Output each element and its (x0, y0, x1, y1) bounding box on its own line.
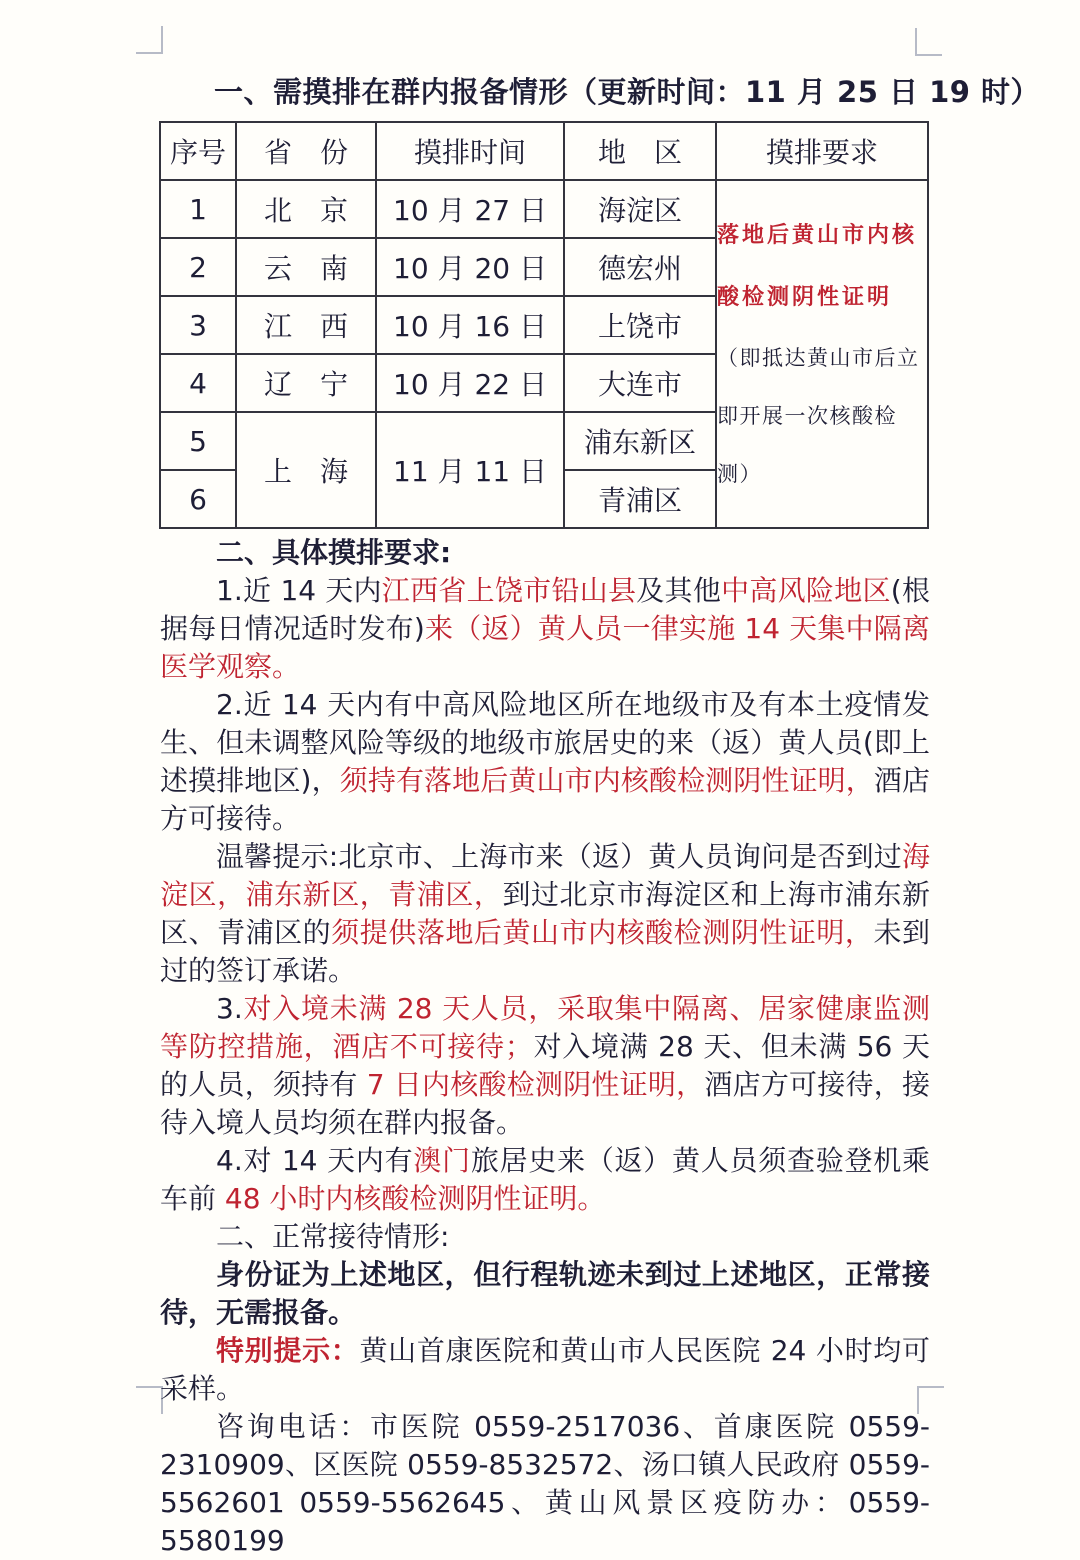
header-district: 地 区 (564, 122, 716, 180)
document-body (160, 534, 930, 1560)
row-province: 江 西 (236, 296, 376, 354)
row-index: 2 (160, 238, 236, 296)
requirement-item-1: 1.近 14 天内江西省上饶市铅山县及其他中高风险地区(根据每日情况适时发布)来（返）黄人员一律实施 14 天集中隔离医学观察。 (160, 574, 930, 683)
requirement-item-2: 2.近 14 天内有中高风险地区所在地级市及有本土疫情发生、但未调整风险等级的地级市旅居史的来（返）黄人员(即上述摸排地区)，须持有落地后黄山市内核酸检测阴性证明，酒店方可接待。 (160, 688, 930, 835)
row-index: 1 (160, 180, 236, 238)
table-header-row (160, 122, 928, 180)
header-date: 摸排时间 (376, 122, 564, 180)
row-province: 辽 宁 (236, 354, 376, 412)
header-province: 省 份 (236, 122, 376, 180)
normal-reception: 身份证为上述地区，但行程轨迹未到过上述地区，正常接待，无需报备。 (160, 1258, 930, 1329)
row-district: 德宏州 (564, 238, 716, 296)
special-tip: 特别提示：黄山首康医院和黄山市人民医院 24 小时均可采样。 (160, 1334, 930, 1405)
screening-table (159, 121, 929, 529)
row-date: 10 月 22 日 (376, 354, 564, 412)
header-index: 序号 (160, 122, 236, 180)
header-requirement: 摸排要求 (716, 122, 928, 180)
row-date: 10 月 27 日 (376, 180, 564, 238)
section-requirements-heading: 二、具体摸排要求: (216, 536, 452, 569)
row-index: 6 (160, 470, 236, 528)
row-district: 青浦区 (564, 470, 716, 528)
section-normal-heading: 二、正常接待情形: (216, 1220, 450, 1253)
row-district: 浦东新区 (564, 412, 716, 470)
row-district: 海淀区 (564, 180, 716, 238)
document-title: 一、需摸排在群内报备情形（更新时间：11 月 25 日 19 时） (214, 75, 1041, 109)
row-date: 11 月 11 日 (376, 412, 564, 528)
requirement-highlight-text: 落地后黄山市内核酸检测阴性证明 (717, 222, 918, 311)
contact-phones: 咨询电话：市医院 0559-2517036、首康医院 0559-2310909、区医院 0559-8532572、汤口镇人民政府 0559-5562601 0559-5562645、黄山风景区疫防办：0559-5580199 (160, 1410, 930, 1557)
warm-tip: 温馨提示:北京市、上海市来（返）黄人员询问是否到过海淀区，浦东新区，青浦区，到过北京市海淀区和上海市浦东新区、青浦区的须提供落地后黄山市内核酸检测阴性证明，未到过的签订承诺。 (160, 840, 930, 987)
row-province: 上 海 (236, 412, 376, 528)
row-date: 10 月 20 日 (376, 238, 564, 296)
row-district: 上饶市 (564, 296, 716, 354)
requirement-cell (716, 180, 928, 528)
row-index: 5 (160, 412, 236, 470)
row-date: 10 月 16 日 (376, 296, 564, 354)
row-district: 大连市 (564, 354, 716, 412)
row-province: 云 南 (236, 238, 376, 296)
corner-mark-top-right (915, 28, 942, 56)
table-row (160, 180, 928, 238)
requirement-note-text: （即抵达黄山市后立即开展一次核酸检测） (717, 346, 920, 486)
requirement-item-4: 4.对 14 天内有澳门旅居史来（返）黄人员须查验登机乘车前 48 小时内核酸检测阴性证明。 (160, 1144, 930, 1215)
row-province: 北 京 (236, 180, 376, 238)
corner-mark-bottom-left (136, 1386, 163, 1414)
row-index: 4 (160, 354, 236, 412)
requirement-item-3: 3.对入境未满 28 天人员，采取集中隔离、居家健康监测等防控措施，酒店不可接待；对入境满 28 天、但未满 56 天的人员，须持有 7 日内核酸检测阴性证明，酒店方可接待，接待入境人员均须在群内报备。 (160, 992, 930, 1139)
row-index: 3 (160, 296, 236, 354)
corner-mark-top-left (136, 26, 163, 54)
